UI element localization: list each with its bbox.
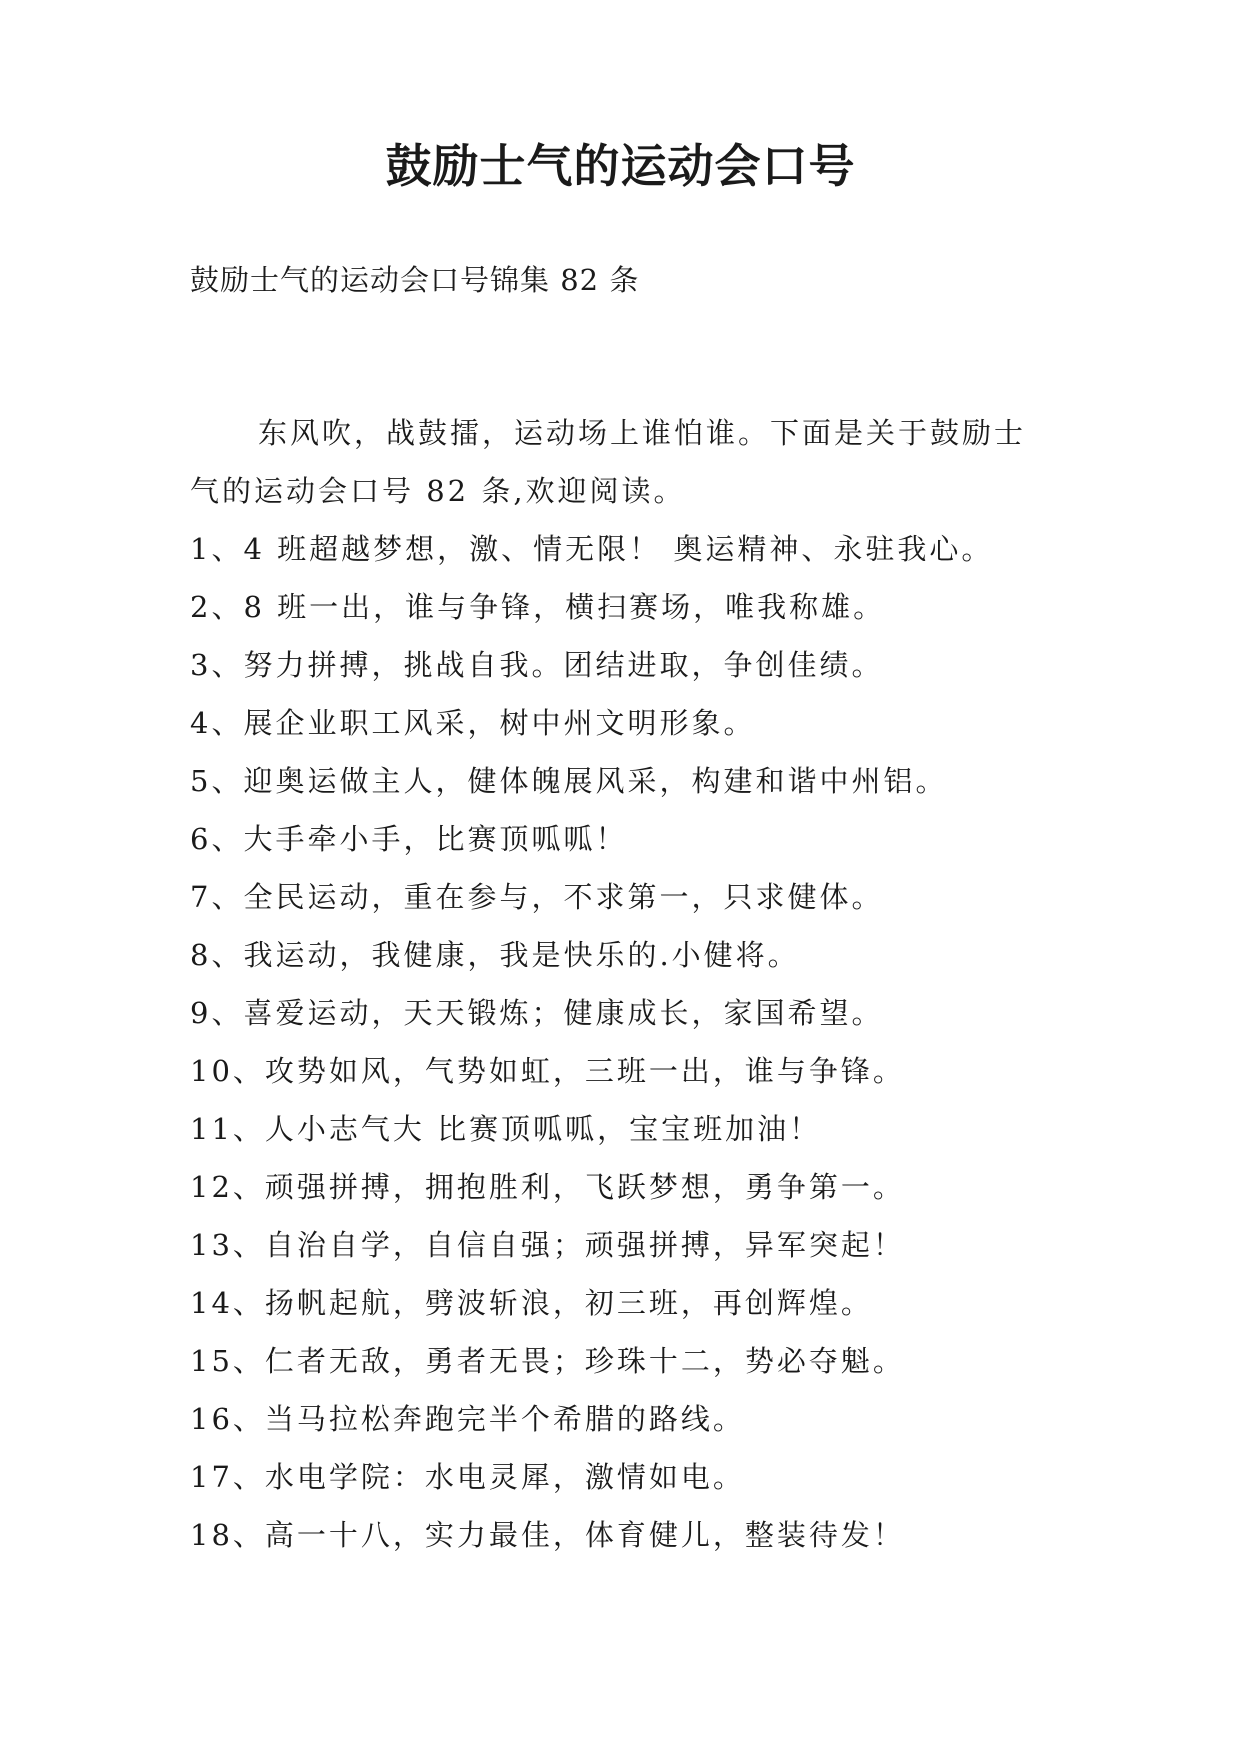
intro-paragraph: 东风吹，战鼓擂，运动场上谁怕谁。下面是关于鼓励士气的运动会口号 82 条,欢迎阅读。 [190, 416, 1027, 508]
slogan-item: 15、仁者无敌，勇者无畏；珍珠十二，势必夺魁。 [190, 1344, 905, 1378]
slogan-item: 3、努力拼搏，挑战自我。团结进取，争创佳绩。 [190, 648, 884, 682]
slogan-item: 17、水电学院：水电灵犀，激情如电。 [190, 1460, 745, 1494]
slogan-item: 16、当马拉松奔跑完半个希腊的路线。 [190, 1402, 745, 1436]
slogan-item: 6、大手牵小手，比赛顶呱呱！ [190, 822, 628, 856]
slogan-item: 11、人小志气大 比赛顶呱呱，宝宝班加油！ [190, 1112, 822, 1146]
slogan-item: 2、8 班一出，谁与争锋，横扫赛场，唯我称雄。 [190, 590, 886, 624]
slogan-item: 4、展企业职工风采，树中州文明形象。 [190, 706, 756, 740]
slogan-item: 9、喜爱运动，天天锻炼；健康成长，家国希望。 [190, 996, 884, 1030]
slogan-item: 14、扬帆起航，劈波斩浪，初三班，再创辉煌。 [190, 1286, 873, 1320]
slogan-item: 12、顽强拼搏，拥抱胜利，飞跃梦想，勇争第一。 [190, 1170, 905, 1204]
slogan-item: 7、全民运动，重在参与，不求第一，只求健体。 [190, 880, 884, 914]
slogan-list [190, 520, 1090, 1564]
slogan-item: 18、高一十八，实力最佳，体育健儿，整装待发！ [190, 1518, 905, 1552]
subtitle: 鼓励士气的运动会口号锦集 82 条 [190, 263, 640, 297]
slogan-item: 8、我运动，我健康，我是快乐的.小健将。 [190, 938, 800, 972]
slogan-item: 5、迎奥运做主人，健体魄展风采，构建和谐中州铝。 [190, 764, 948, 798]
page-title: 鼓励士气的运动会口号 [385, 139, 856, 193]
slogan-item: 1、4 班超越梦想，激、情无限！ 奥运精神、永驻我心。 [190, 532, 994, 566]
slogan-item: 13、自治自学，自信自强；顽强拼搏，异军突起！ [190, 1228, 905, 1262]
slogan-item: 10、攻势如风，气势如虹，三班一出，谁与争锋。 [190, 1054, 905, 1088]
